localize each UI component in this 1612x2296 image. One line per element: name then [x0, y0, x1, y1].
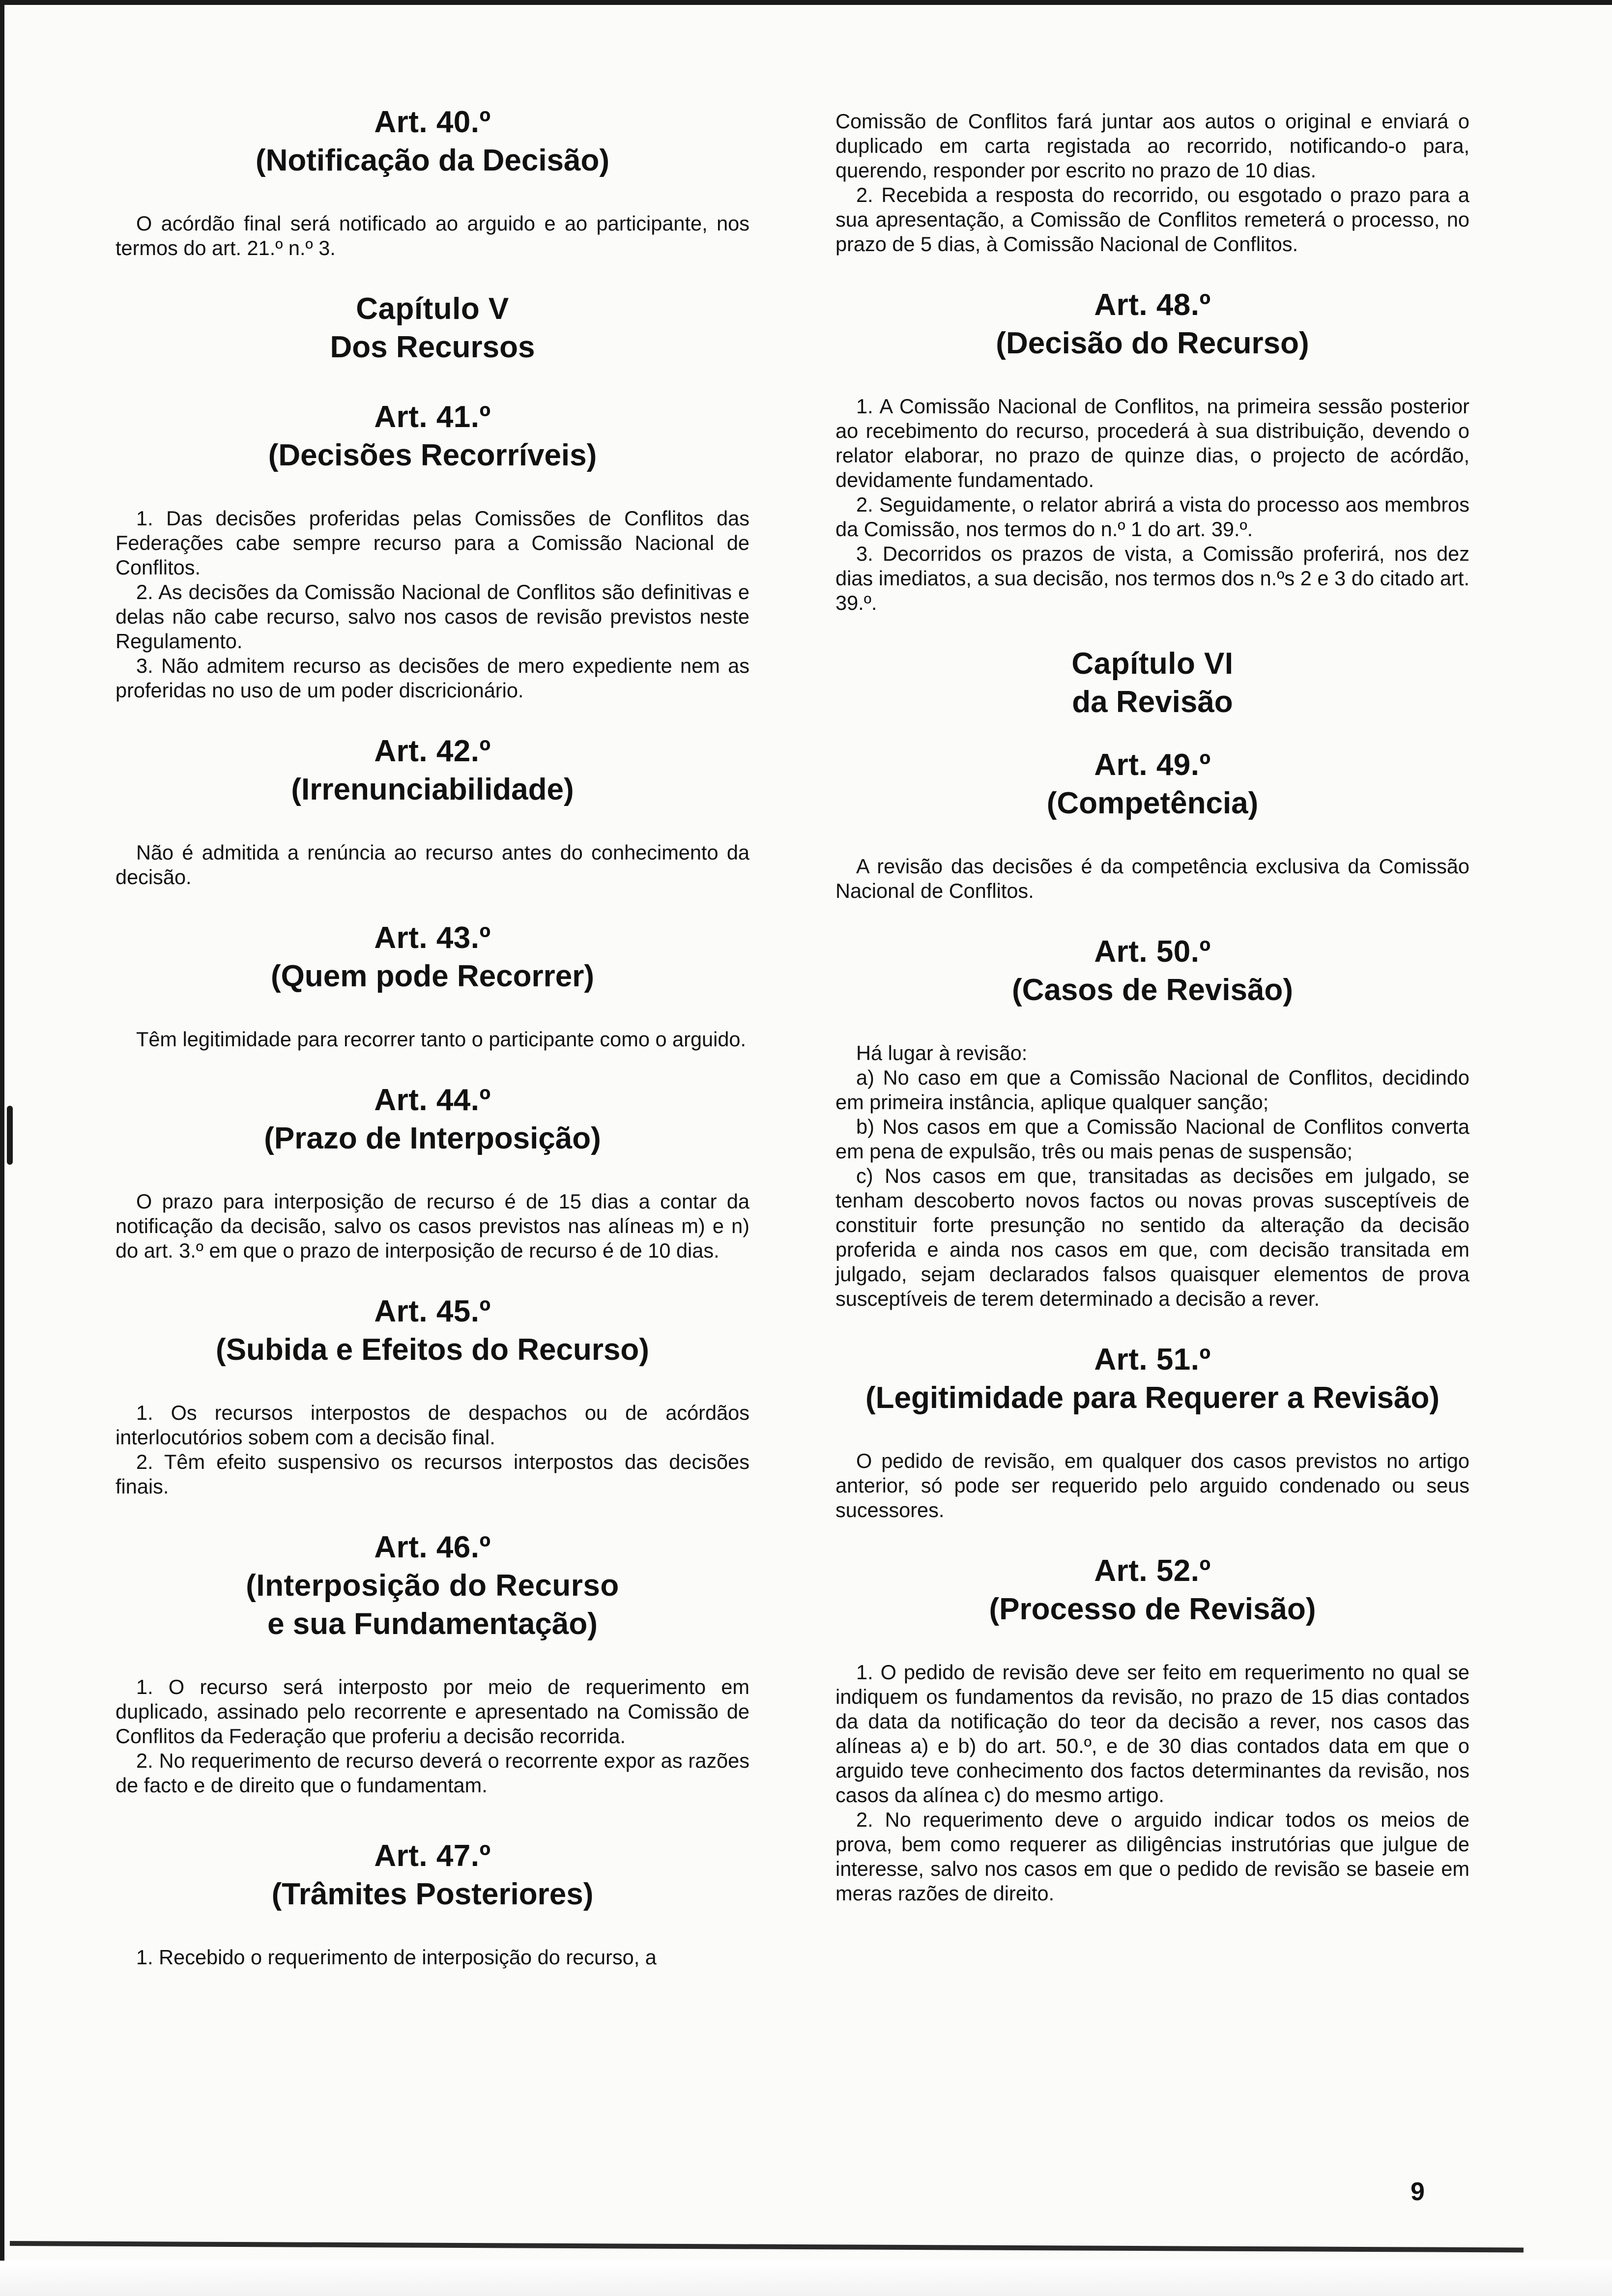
- article-heading: (Decisões Recorríveis): [268, 438, 597, 472]
- article-paragraph: 2. No requerimento de recurso deverá o recorrente expor as razões de facto e de direito que o fundamentam.: [115, 1749, 749, 1797]
- article-44: [115, 1081, 749, 1263]
- article-51: [835, 1341, 1469, 1522]
- article-paragraph: O acórdão final será notificado ao arguido e ao participante, nos termos do art. 21.º n.º 3.: [115, 212, 749, 259]
- article-heading: (Decisão do Recurso): [996, 326, 1309, 360]
- article-title: Art. 50.º: [1094, 935, 1211, 969]
- article-paragraph: Comissão de Conflitos fará juntar aos autos o original e enviará o duplicado em carta registada ao recorrido, notificando-o para, querendo, responder por escrito no prazo de 10 dias.: [835, 110, 1469, 182]
- article-paragraph: a) No caso em que a Comissão Nacional de Conflitos, decidindo em primeira instância, aplique qualquer sanção;: [835, 1066, 1469, 1114]
- scan-border-bottom: [10, 2241, 1524, 2252]
- article-heading: (Quem pode Recorrer): [270, 959, 595, 993]
- article-title: Art. 48.º: [1094, 288, 1211, 322]
- article-47: [115, 1837, 749, 1970]
- article-title: Art. 40.º: [374, 105, 491, 139]
- article-heading: (Notificação da Decisão): [255, 144, 610, 177]
- article-title: Art. 52.º: [1094, 1554, 1211, 1588]
- article-52: [835, 1552, 1469, 1906]
- article-paragraph: Há lugar à revisão:: [856, 1041, 1028, 1064]
- article-title: Art. 45.º: [374, 1294, 491, 1328]
- chapter-title: Capítulo VI: [1071, 647, 1234, 681]
- article-40: [115, 103, 749, 260]
- page-number: 9: [1410, 2178, 1425, 2206]
- article-paragraph: 1. Das decisões proferidas pelas Comissões de Conflitos das Federações cabe sempre recurso para a Comissão Nacional de Conflitos.: [115, 507, 749, 579]
- article-paragraph: Têm legitimidade para recorrer tanto o participante como o arguido.: [136, 1028, 747, 1051]
- article-paragraph: b) Nos casos em que a Comissão Nacional de Conflitos converta em pena de expulsão, três ou mais penas de suspensão;: [835, 1115, 1469, 1163]
- chapter-title: Capítulo V: [356, 292, 509, 326]
- scan-border-left: [0, 0, 4, 2296]
- article-42: [115, 732, 749, 890]
- article-heading: (Legitimidade para Requerer a Revisão): [865, 1381, 1440, 1415]
- article-heading: (Processo de Revisão): [989, 1592, 1316, 1626]
- article-47-continued: [835, 109, 1469, 257]
- article-heading: (Competência): [1046, 786, 1259, 820]
- article-paragraph: 2. No requerimento deve o arguido indicar todos os meios de prova, bem como requerer as diligências instrutórias que julgue de interesse, salvo nos casos em que o pedido de revisão se baseie em meras razões de direito.: [835, 1808, 1469, 1905]
- article-title: Art. 49.º: [1094, 748, 1211, 782]
- article-title: Art. 41.º: [374, 400, 491, 434]
- chapter-5: [115, 290, 749, 367]
- chapter-subtitle: Dos Recursos: [330, 330, 535, 364]
- article-heading: (Interposição do Recurso: [246, 1569, 619, 1603]
- article-paragraph: 2. Têm efeito suspensivo os recursos interpostos das decisões finais.: [115, 1450, 749, 1498]
- article-heading: (Trâmites Posteriores): [271, 1877, 594, 1911]
- article-title: Art. 42.º: [374, 734, 491, 768]
- chapter-6: [835, 645, 1469, 721]
- article-46: [115, 1528, 749, 1798]
- article-paragraph: 2. Seguidamente, o relator abrirá a vista do processo aos membros da Comissão, nos termos do n.º 1 do art. 39.º.: [835, 493, 1469, 541]
- article-paragraph: 1. O recurso será interposto por meio de requerimento em duplicado, assinado pelo recorrente e apresentado na Comissão de Conflitos da Federação que proferiu a decisão recorrida.: [115, 1675, 749, 1748]
- right-column: [835, 109, 1469, 1906]
- article-title: Art. 47.º: [374, 1839, 491, 1873]
- article-paragraph: 3. Não admitem recurso as decisões de mero expediente nem as proferidas no uso de um poder discricionário.: [115, 654, 749, 702]
- article-paragraph: 1. Os recursos interpostos de despachos ou de acórdãos interlocutórios sobem com a decisão final.: [115, 1401, 749, 1449]
- article-heading: (Prazo de Interposição): [264, 1121, 601, 1155]
- article-paragraph: c) Nos casos em que, transitadas as decisões em julgado, se tenham descoberto novos factos ou novas provas susceptíveis de constituir forte presunção no sentido da alteração da decisão proferida e ainda nos casos em que, com decisão transitada em julgado, sejam declarados falsos quaisquer elementos de prova susceptíveis de terem determinado a decisão a rever.: [835, 1164, 1469, 1310]
- scan-bottom-area: [0, 2261, 1612, 2296]
- article-43: [115, 919, 749, 1052]
- article-45: [115, 1292, 749, 1499]
- article-paragraph: 3. Decorridos os prazos de vista, a Comissão proferirá, nos dez dias imediatos, a sua decisão, nos termos dos n.ºs 2 e 3 do citado art. 39.º.: [835, 542, 1469, 614]
- article-title: Art. 46.º: [374, 1530, 491, 1564]
- article-paragraph: 1. O pedido de revisão deve ser feito em requerimento no qual se indiquem os fundamentos da revisão, no prazo de 15 dias contados da data da notificação do teor da decisão a rever, nos casos das alíneas a) e b) do art. 50.º, e de 30 dias contados data em que o arguido teve conhecimento dos factos determinantes da revisão, nos casos da alínea c) do mesmo artigo.: [835, 1661, 1469, 1807]
- article-paragraph: 2. Recebida a resposta do recorrido, ou esgotado o prazo para a sua apresentação, a Comissão de Conflitos remeterá o processo, no prazo de 5 dias, à Comissão Nacional de Conflitos.: [835, 183, 1469, 256]
- article-paragraph: O prazo para interposição de recurso é de 15 dias a contar da notificação da decisão, salvo os casos previstos nas alíneas m) e n) do art. 3.º em que o prazo de interposição de recurso é de 10 dias.: [115, 1190, 749, 1262]
- article-49: [835, 746, 1469, 903]
- chapter-subtitle: da Revisão: [1072, 685, 1233, 719]
- scan-border-top: [0, 0, 1612, 5]
- article-48: [835, 286, 1469, 615]
- article-heading-continued: e sua Fundamentação): [267, 1607, 598, 1641]
- article-title: Art. 43.º: [374, 921, 491, 955]
- article-paragraph: Não é admitida a renúncia ao recurso antes do conhecimento da decisão.: [115, 841, 749, 889]
- article-heading: (Casos de Revisão): [1012, 973, 1293, 1007]
- article-paragraph: A revisão das decisões é da competência exclusiva da Comissão Nacional de Conflitos.: [835, 855, 1469, 902]
- left-column: [115, 103, 749, 1970]
- article-paragraph: 1. Recebido o requerimento de interposição do recurso, a: [136, 1946, 657, 1969]
- article-title: Art. 51.º: [1094, 1343, 1211, 1377]
- article-paragraph: 1. A Comissão Nacional de Conflitos, na primeira sessão posterior ao recebimento do recurso, procederá à sua distribuição, devendo o relator elaborar, no prazo de quinze dias, o projecto de acórdão, devidamente fundamentado.: [835, 395, 1469, 491]
- article-title: Art. 44.º: [374, 1083, 491, 1117]
- article-paragraph: 2. As decisões da Comissão Nacional de Conflitos são definitivas e delas não cabe recurso, salvo nos casos de revisão previstos neste Regulamento.: [115, 580, 749, 653]
- article-50: [835, 933, 1469, 1311]
- article-41: [115, 398, 749, 703]
- article-heading: (Irrenunciabilidade): [291, 773, 574, 806]
- article-heading: (Subida e Efeitos do Recurso): [216, 1333, 649, 1367]
- article-paragraph: O pedido de revisão, em qualquer dos casos previstos no artigo anterior, só pode ser requerido pelo arguido condenado ou seus sucessores.: [835, 1449, 1469, 1521]
- scan-mark: [7, 1106, 13, 1165]
